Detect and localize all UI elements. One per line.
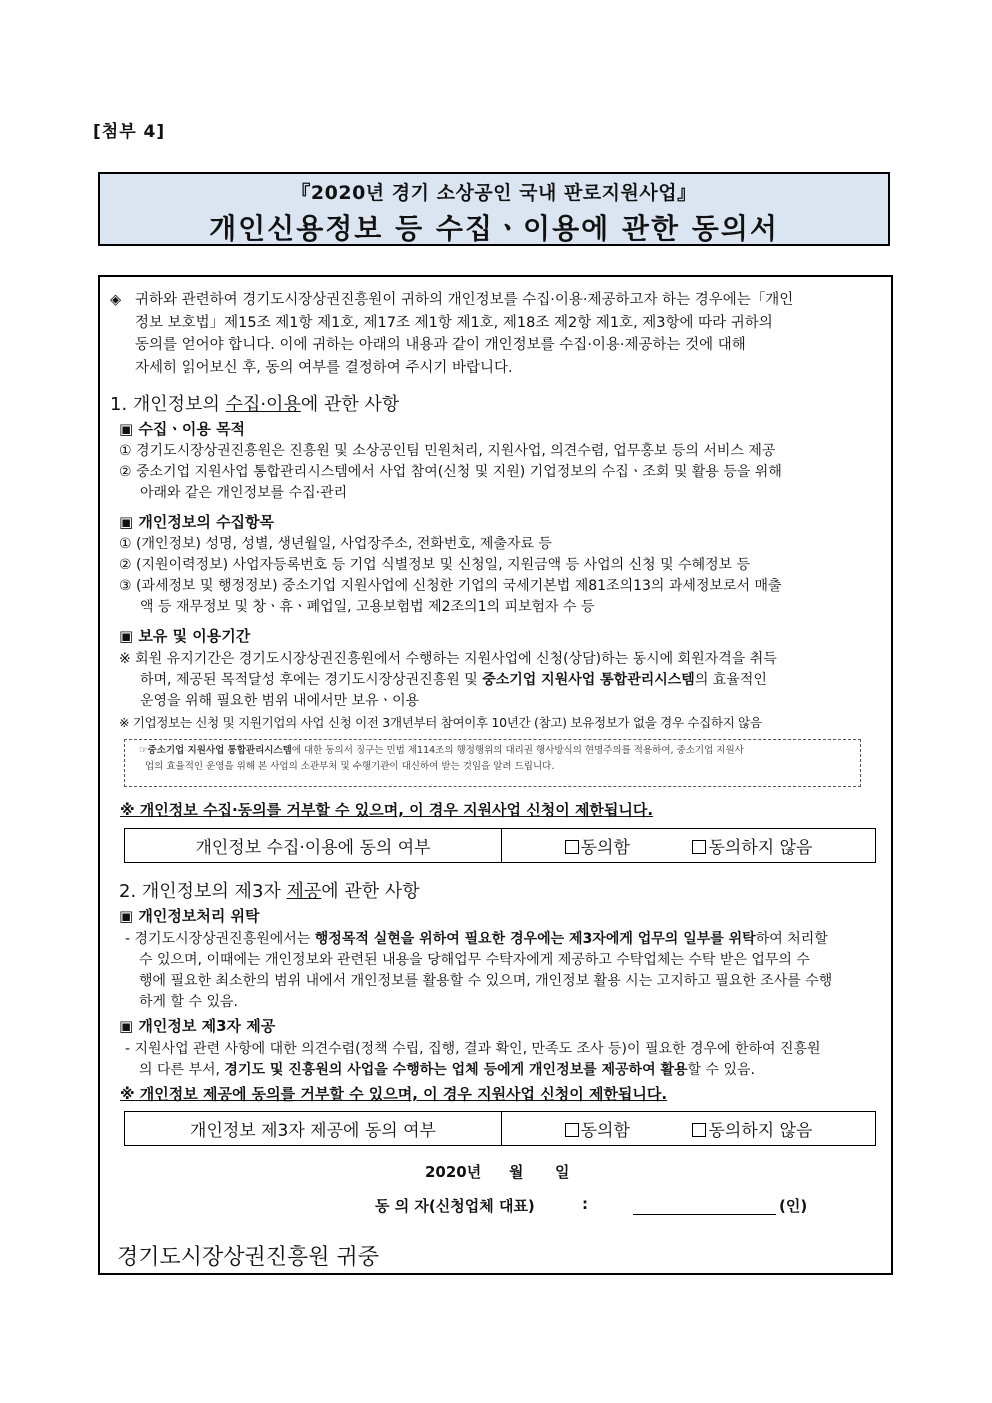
consent-label: 개인정보 수집·이용에 동의 여부	[125, 829, 502, 862]
collected-item: ③ (과세정보 및 행정정보) 중소기업 지원사업에 신청한 기업의 국세기본법 제81조의13의 과세정보로서 매출	[119, 578, 782, 594]
delegation-line: 행에 필요한 최소한의 범위 내에서 개인정보를 활용할 수 있으며, 개인정보 활용 시는 고지하고 필요한 조사를 수행	[139, 973, 833, 989]
consent-options	[502, 829, 875, 862]
delegation-line	[125, 929, 832, 950]
retention-item-continued	[119, 670, 777, 691]
third-party-text-part: 의 다른 부서,	[139, 1062, 225, 1078]
delegation-line: 수 있으며, 이때에는 개인정보와 관련된 내용을 당해업무 수탁자에게 제공하고 수탁업체는 수탁 받은 업무의 수	[139, 952, 810, 968]
title-line-2: 개인신용정보 등 수집ㆍ이용에 관한 동의서	[209, 212, 779, 245]
consent-label: 개인정보 제3자 제공에 동의 여부	[125, 1112, 502, 1145]
consent-options	[502, 1112, 875, 1145]
delegation-text-part: - 경기도시장상권진흥원에서는	[125, 931, 315, 947]
section-1-heading	[110, 390, 399, 416]
retention-list	[119, 649, 777, 733]
disagree-option[interactable]	[692, 833, 812, 858]
checkbox-icon[interactable]	[692, 1123, 706, 1137]
system-note-box	[124, 739, 861, 787]
purpose-item-continued: 아래와 같은 개인정보를 수집·관리	[140, 485, 348, 501]
section-1-heading-post: 에 관한 사항	[300, 394, 400, 415]
section-1-warning: ※ 개인정보 수집·동의를 거부할 수 있으며, 이 경우 지원사업 신청이 제한됩니다.	[120, 801, 654, 819]
purpose-title: ▣ 수집ㆍ이용 목적	[119, 420, 246, 438]
system-note-line: 업의 효율적인 운영을 위해 본 사업의 소관부처 및 수행기관이 대신하여 받는 것임을 알려 드립니다.	[145, 761, 555, 772]
date-year: 2020년	[425, 1163, 482, 1181]
agree-label: 동의함	[580, 1121, 630, 1141]
section-2-heading-pre: 2. 개인정보의 제3자	[119, 881, 287, 902]
signature-line[interactable]	[633, 1214, 776, 1215]
system-note-text: 에 대한 동의서 징구는 민법 제114조의 행정행위의 대리권 행사방식의 현명주의를 적용하여, 중소기업 지원사	[291, 745, 744, 756]
intro-line: 귀하와 관련하여 경기도시장상권진흥원이 귀하의 개인정보를 수집·이용·제공하고자 하는 경우에는「개인	[135, 292, 794, 308]
section-2-heading	[119, 877, 420, 903]
delegation-title: ▣ 개인정보처리 위탁	[119, 907, 260, 925]
retention-item-continued: 운영을 위해 필요한 범위 내에서만 보유ㆍ이용	[140, 693, 420, 709]
third-party-bold: 경기도 및 진흥원의 사업을 수행하는 업체 등에게 개인정보를 제공하여 활용	[224, 1062, 688, 1078]
recipient-footer: 경기도시장상권진흥원 귀중	[117, 1245, 380, 1270]
consent-form-body	[98, 275, 893, 1275]
diamond-bullet-icon: ◈	[110, 292, 122, 308]
retention-title: ▣ 보유 및 이용기간	[119, 627, 251, 645]
delegation-text	[125, 929, 832, 1013]
intro-line: 정보 보호법」제15조 제1항 제1호, 제17조 제1항 제1호, 제18조 제2항 제1호, 제3항에 따라 귀하의	[135, 314, 773, 331]
checkbox-icon[interactable]	[692, 840, 706, 854]
retention-item: ※ 회원 유지기간은 경기도시장상권진흥원에서 수행하는 지원사업에 신청(상담)하는 동시에 회원자격을 취득	[119, 651, 777, 667]
date-month: 월	[509, 1163, 524, 1181]
delegation-text-part: 하여 처리할	[755, 931, 828, 947]
title-line-1: 『2020년 경기 소상공인 국내 판로지원사업』	[291, 182, 697, 204]
checkbox-icon[interactable]	[565, 1123, 579, 1137]
system-note-line	[139, 743, 860, 759]
retention-text: 의 효율적인	[694, 672, 767, 688]
attachment-label: [첨부 4]	[93, 122, 166, 142]
disagree-option[interactable]	[692, 1116, 812, 1141]
collected-item: ② (지원이력정보) 사업자등록번호 등 기업 식별정보 및 신청일, 지원금액 등 사업의 신청 및 수혜정보 등	[119, 557, 751, 573]
section-1-heading-underlined: 수집·이용	[225, 394, 301, 415]
title-box	[98, 172, 890, 246]
delegation-bold: 행정목적 실현을 위하여 필요한 경우에는 제3자에게 업무의 일부를 위탁	[314, 931, 756, 947]
intro-line: 동의를 얻어야 합니다. 이에 귀하는 아래의 내용과 같이 개인정보를 수집·이용·제공하는 것에 대해	[135, 337, 746, 353]
date-day: 일	[555, 1163, 570, 1181]
retention-item: ※ 기업정보는 신청 및 지원기업의 사업 신청 이전 3개년부터 참여이후 10년간 (참고) 보유정보가 없을 경우 수집하지 않음	[119, 715, 762, 730]
agree-option[interactable]	[565, 1116, 630, 1141]
consent-table-collection	[124, 828, 876, 863]
section-2-warning: ※ 개인정보 제공에 동의를 거부할 수 있으며, 이 경우 지원사업 신청이 제한됩니다.	[120, 1085, 668, 1103]
agree-option[interactable]	[565, 833, 630, 858]
signer-label: 동 의 자(신청업체 대표)	[375, 1197, 535, 1215]
consent-table-third-party	[124, 1111, 876, 1146]
collected-item: ① (개인정보) 성명, 성별, 생년월일, 사업장주소, 전화번호, 제출자료 등	[119, 536, 552, 552]
retention-system-name: 중소기업 지원사업 통합관리시스템	[482, 672, 695, 688]
delegation-line: 하게 할 수 있음.	[139, 994, 238, 1010]
pointing-hand-icon: ☞	[139, 745, 148, 756]
section-2-heading-post: 에 관한 사항	[321, 881, 420, 902]
disagree-label: 동의하지 않음	[708, 838, 813, 858]
retention-text: 하며, 제공된 목적달성 후에는 경기도시장상권진흥원 및	[140, 672, 483, 688]
seal-mark: (인)	[779, 1197, 808, 1215]
intro-line: 자세히 읽어보신 후, 동의 여부를 결정하여 주시기 바랍니다.	[135, 359, 513, 376]
third-party-line	[125, 1060, 821, 1081]
purpose-item: ② 중소기업 지원사업 통합관리시스템에서 사업 참여(신청 및 지원) 기업정보의 수집ㆍ조회 및 활용 등을 위해	[119, 464, 782, 480]
purpose-item: ① 경기도시장상권진흥원은 진흥원 및 소상공인팀 민원처리, 지원사업, 의견수렴, 업무홍보 등의 서비스 제공	[119, 443, 776, 459]
third-party-title: ▣ 개인정보 제3자 제공	[119, 1017, 276, 1035]
agree-label: 동의함	[580, 838, 630, 858]
disagree-label: 동의하지 않음	[708, 1121, 813, 1141]
collected-items-title: ▣ 개인정보의 수집항목	[119, 513, 275, 531]
system-note-bold: 중소기업 지원사업 통합관리시스템	[147, 745, 292, 756]
third-party-line: - 지원사업 관련 사항에 대한 의견수렴(정책 수립, 집행, 결과 확인, 만족도 조사 등)이 필요한 경우에 한하여 진흥원	[125, 1041, 821, 1057]
purpose-list	[119, 441, 782, 504]
signer-colon: :	[582, 1195, 588, 1213]
collected-items-list	[119, 534, 782, 618]
section-1-heading-pre: 1. 개인정보의	[110, 394, 226, 415]
third-party-text-part: 할 수 있음.	[687, 1062, 755, 1078]
collected-item-continued: 액 등 재무정보 및 창ㆍ휴ㆍ폐업일, 고용보험법 제2조의1의 피보험자 수 등	[140, 599, 595, 615]
section-2-heading-underlined: 제공	[286, 881, 322, 902]
third-party-text	[125, 1039, 821, 1081]
intro-paragraph	[110, 289, 793, 379]
checkbox-icon[interactable]	[565, 840, 579, 854]
